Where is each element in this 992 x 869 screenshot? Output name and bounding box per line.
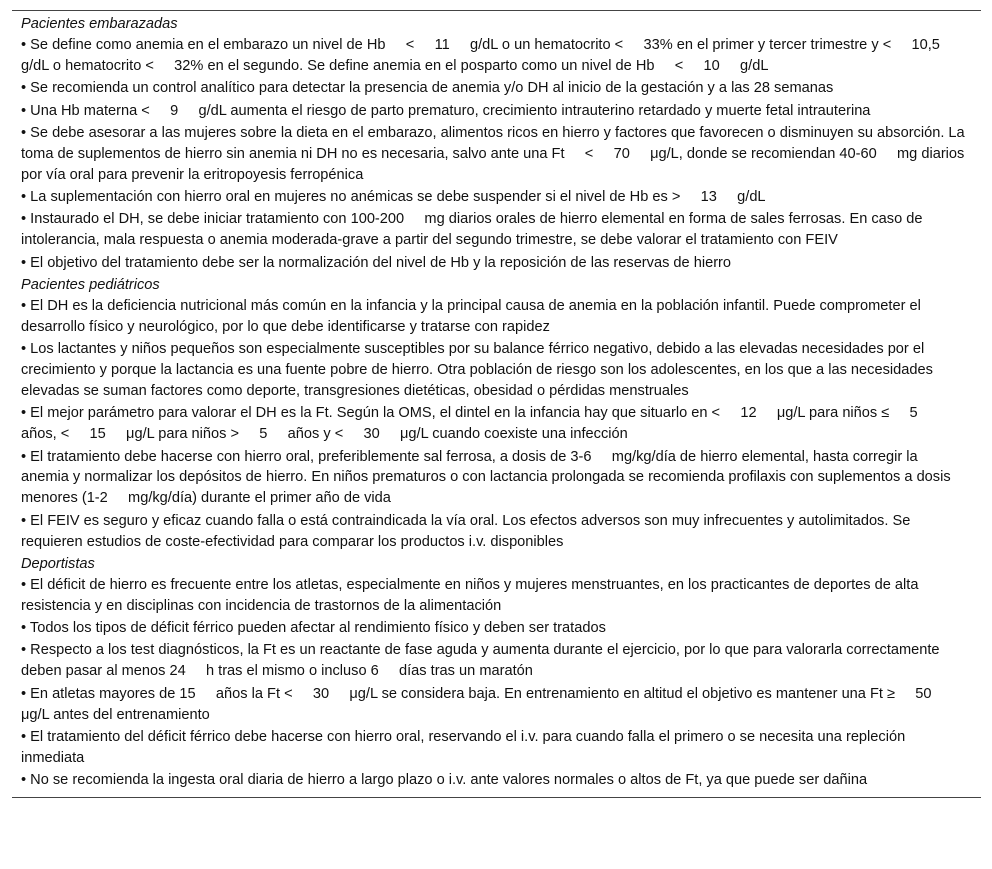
list-item: • En atletas mayores de 15 años la Ft < 30 μg/L se considera baja. En entrenamiento en altitud el objetivo es mantener una Ft ≥ 50 μg/L antes del entrenamiento [21, 685, 952, 723]
list-item: • Se recomienda un control analítico para detectar la presencia de anemia y/o DH al inicio de la gestación y a las 28 semanas [21, 80, 834, 97]
section-heading-embarazadas: Pacientes embarazadas [21, 16, 178, 32]
list-item: • El tratamiento debe hacerse con hierro oral, preferiblemente sal ferrosa, a dosis de 3-6 mg/kg/día de hierro elemental, hasta corregir la anemia y normalizar los depósitos de hierro. En niños prematuros o con lactancia prolongada se recomienda profilaxis con suplementos a dosis menores (1-2 mg/kg/día) durante el primer año de vida [21, 448, 955, 507]
list-item: • El mejor parámetro para valorar el DH es la Ft. Según la OMS, el dintel en la infancia hay que situarlo en < 12 μg/L para niños ≤ 5 años, < 15 μg/L para niños > 5 años y < 30 μg/L cuando coexiste una infección [21, 405, 938, 443]
list-item: • El DH es la deficiencia nutricional más común en la infancia y la principal causa de anemia en la población infantil. Puede comprometer el desarrollo físico y neurológico, por lo que debe identificarse y tratarse con rapidez [21, 297, 925, 335]
list-item: • Una Hb materna < 9 g/dL aumenta el riesgo de parto prematuro, crecimiento intrauterino retardado y muerte fetal intrauterina [21, 102, 871, 119]
section-heading-deportistas: Deportistas [21, 555, 95, 572]
list-item: • El déficit de hierro es frecuente entre los atletas, especialmente en niños y mujeres menstruantes, en los practicantes de deportes de alta resistencia y en disciplinas con incidencia de trastornos de la alimentación [21, 576, 923, 614]
list-item: • La suplementación con hierro oral en mujeres no anémicas se debe suspender si el nivel de Hb es > 13 g/dL [21, 189, 766, 205]
list-item: • El FEIV es seguro y eficaz cuando falla o está contraindicada la vía oral. Los efectos adversos son muy infrecuentes y autolimitados. Se requieren estudios de coste-efectividad para comparar los productos i.v. disponibles [21, 512, 915, 550]
list-item: • Se define como anemia en el embarazo un nivel de Hb < 11 g/dL o un hematocrito < 33% en el primer y tercer trimestre y < 10,5 g/dL o hematocrito < 32% en el segundo. Se define anemia en el posparto como un nivel de Hb < 10 g/dL [21, 36, 961, 74]
list-item: • Respecto a los test diagnósticos, la Ft es un reactante de fase aguda y aumenta durante el ejercicio, por lo que para valorarla correctamente deben pasar al menos 24 h tras el mismo o incluso 6 días tras un maratón [21, 642, 944, 680]
recommendations-table [12, 10, 981, 798]
list-item: • El objetivo del tratamiento debe ser la normalización del nivel de Hb y la reposición de las reservas de hierro [21, 254, 732, 271]
list-item: • Todos los tipos de déficit férrico pueden afectar al rendimiento físico y deben ser tratados [21, 620, 606, 637]
section-heading-pediatricos: Pacientes pediátricos [21, 276, 160, 293]
list-item: • El tratamiento del déficit férrico debe hacerse con hierro oral, reservando el i.v. para cuando falla el primero o se necesita una repleción inmediata [21, 728, 910, 766]
list-item: • Instaurado el DH, se debe iniciar tratamiento con 100-200 mg diarios orales de hierro elemental en forma de sales ferrosas. En caso de intolerancia, mala respuesta o anemia moderada-grave a partir del segundo trimestre, se debe valorar el tratamiento con FEIV [21, 211, 927, 249]
list-item: • Se debe asesorar a las mujeres sobre la dieta en el embarazo, alimentos ricos en hierro y factores que favorecen o disminuyen su absorción. La toma de suplementos de hierro sin anemia ni DH no es necesaria, salvo ante una Ft < 70 μg/L, donde se recomiendan 40-60 mg diarios por vía oral para prevenir la eritropoyesis ferropénica [21, 124, 969, 183]
list-item: • Los lactantes y niños pequeños son especialmente susceptibles por su balance férrico negativo, debido a las elevadas necesidades por el crecimiento y porque la lactancia es una fuente pobre de hierro. Otra población de riesgo son los adolescentes, en los que a las necesidades elevadas se suman factores como deporte, transgresiones dietéticas, obesidad o pérdidas menstruales [21, 341, 937, 399]
list-item: • No se recomienda la ingesta oral diaria de hierro a largo plazo o i.v. ante valores normales o altos de Ft, ya que puede ser dañina [21, 772, 868, 789]
